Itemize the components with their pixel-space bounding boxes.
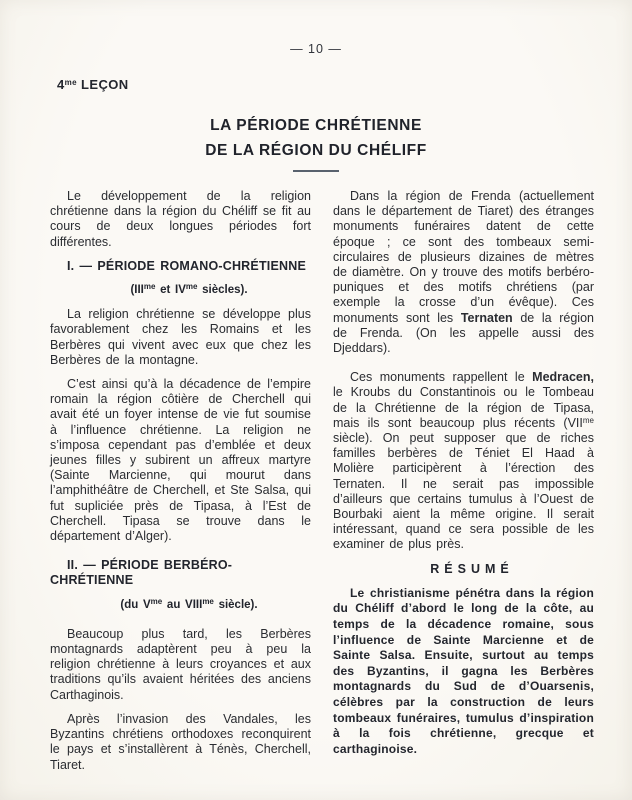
- section-1-heading: I. — PÉRIODE ROMANO-CHRÉTIENNE: [67, 258, 306, 273]
- left-column: [50, 189, 311, 782]
- two-column-body: [0, 172, 632, 782]
- page-title: [0, 113, 632, 163]
- lesson-heading: $4^{me}$ LEÇON: [57, 77, 129, 92]
- page-title-line2: DE LA RÉGION DU CHÉLIFF: [205, 142, 427, 159]
- section-2-paragraph: Après l’invasion des Vandales, les Byzantins chrétiens orthodoxes reconquirent le pays et s’installèrent à Ténès, Cherchell, Tiaret.: [50, 711, 311, 772]
- section-2-paragraph: Beaucoup plus tard, les Berbères montagnards adaptèrent peu à peu la religion chrétienne à leurs croyances et aux traditions qu’ils avaient héritées des anciens Carthaginois.: [50, 626, 311, 702]
- resume-heading: RÉSUMÉ: [430, 561, 514, 576]
- page-number: — 10 —: [290, 42, 342, 56]
- section-1-paragraph: C’est ainsi qu’à la décadence de l’empire romain la région côtière de Cherchell qui avait été un foyer intense de vie fut soumise à l’influence chrétienne. La religion ne s’imposa cependant pas d’emblée et deux jeunes filles y subirent un affreux martyre (Sainte Marcienne, qui mourut dans l’amphithéâtre de Cherchell, et Ste Salsa, qui fut supliciée près de Tipasa, à l’Est de Cherchell. Tipasa se trouve dans le département d’Alger).: [50, 377, 311, 544]
- right-paragraph: Ces monuments rappellent le Medracen, le Kroubs du Constantinois ou le Tombeau de la Chrétienne de la région de Tipasa, mais ils sont beaucoup plus récents ($VII^{me}$ siècle). On peut supposer que de riches familles berbères de Téniet El Haad à Molière participèrent à l’érection des Ternaten. Il ne serait pas impossible d’ailleurs que certains tumulus à l’Ouest de Bourbaki aient la même origine. Il serait intéressant, quand ce sera possible de les examiner de plus près.: [333, 370, 594, 552]
- section-1-paragraph: La religion chrétienne se développe plus favorablement chez les Romains et les Berbères qui vivent avec eux que chez les Berbères de la montagne.: [50, 307, 311, 367]
- section-2-heading: II. — PÉRIODE BERBÉRO-CHRÉTIENNE: [50, 558, 233, 588]
- section-2-subheading: (du $V^{me}$ au $VIII^{me}$ siècle).: [120, 596, 258, 611]
- right-paragraph: Dans la région de Frenda (actuellement dans le département de Tiaret) des étranges monuments funéraires datent de cette époque ; ce sont des tombeaux semi-circulaires de plusieurs dizaines de mètres de diamètre. On y trouve des motifs berbéro-puniques et des motifs chrétiens (par exemple la crosse d’un évêque). Ces monuments sont les Ternaten de la région de Frenda. (On les appelle aussi des Djeddars).: [333, 189, 594, 356]
- right-column: [333, 189, 594, 782]
- intro-paragraph: Le développement de la religion chrétienne dans la région du Chéliff se fit au cours de deux longues périodes fort différentes.: [50, 189, 311, 249]
- resume-paragraph: Le christianisme pénétra dans la région du Chéliff d’abord le long de la côte, au temps de la décadence romaine, sous l’influence de Sainte Marcienne et de Sainte Salsa. Ensuite, surtout au temps des Byzantins, il gagna les Berbères montagnards du Sud de d’Ouarsenis, célèbres par la construction de leurs tombeaux funéraires, tumulus d’inspiration à la fois chrétienne, grecque et carthaginoise.: [333, 585, 594, 756]
- page-title-line1: LA PÉRIODE CHRÉTIENNE: [210, 117, 422, 134]
- section-1-subheading: ($III^{me}$ et $IV^{me}$ siècles).: [130, 282, 248, 297]
